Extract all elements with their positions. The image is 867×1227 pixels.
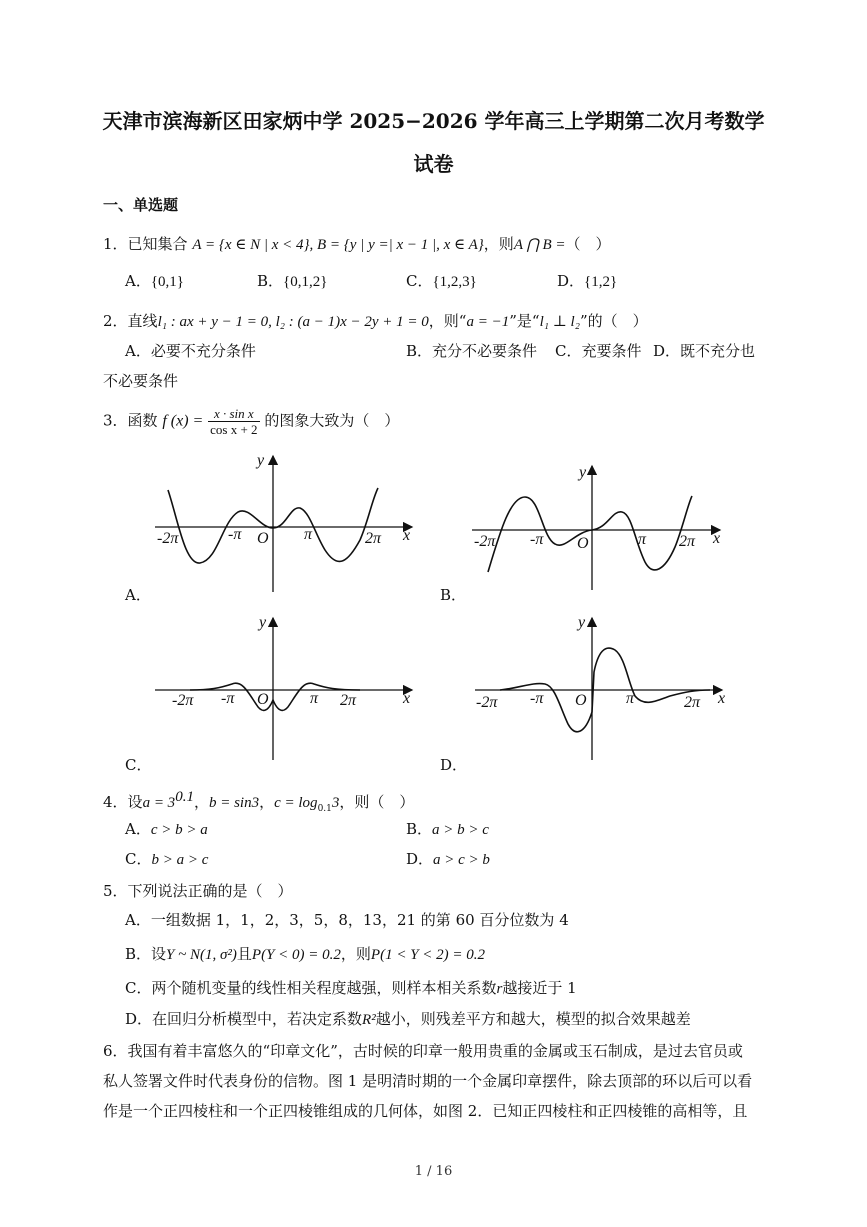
graph-d-tick-pi: π	[626, 690, 635, 707]
graph-c-tick-m2pi: -2π	[172, 692, 194, 709]
q5-option-b: B．设Y ~ N(1, σ²)且P(Y < 0) = 0.2，则P(1 < Y < 2) = 0.2	[125, 945, 486, 963]
graph-a-x-label: x	[403, 527, 411, 544]
graph-c-tick-pi: π	[310, 690, 319, 707]
graph-b-tick-2pi: 2π	[679, 533, 696, 550]
graph-c-origin: O	[257, 691, 269, 708]
question-1	[103, 233, 611, 254]
graph-a-y-label: y	[257, 452, 265, 469]
q5-option-a: A．一组数据 1，1，2，3，5，8，13，21 的第 60 百分位数为 4	[125, 911, 569, 929]
q4-option-a: A．c > b > a	[125, 820, 208, 838]
q1-paren: （ ）	[565, 235, 611, 253]
q1-number: 1．	[103, 235, 128, 253]
q1-option-c: C．{1,2,3}	[406, 272, 477, 290]
paper-title-line1: 天津市滨海新区田家炳中学 2025−2026 学年高三上学期第二次月考数学	[102, 109, 765, 133]
q1-option-a: A．{0,1}	[125, 272, 184, 290]
graph-c-y-label: y	[259, 614, 267, 631]
graph-b-tick-m2pi: -2π	[474, 533, 496, 550]
q2-option-a: A．必要不充分条件	[125, 342, 256, 360]
q4-option-d: D．a > c > b	[406, 850, 490, 868]
graph-b-x-label: x	[713, 530, 721, 547]
q1-option-b: B．{0,1,2}	[257, 272, 328, 290]
graph-d-tick-m2pi: -2π	[476, 694, 498, 711]
graph-d-tick-mpi: -π	[530, 690, 544, 707]
question-2: 2．直线l₁ : ax + y − 1 = 0, l₂ : (a − 1)x − 2y + 1 = 0，则“a = −1”是“l₁ ⊥ l₂”的（ ）	[103, 312, 648, 330]
graph-a-tick-pi: π	[304, 526, 313, 543]
graph-d-origin: O	[575, 692, 587, 709]
graph-c-x-label: x	[403, 690, 411, 707]
question-4: 4．设$a = 3^{0.1}$，b = sin3，$c = \log_{0.1}3$，则（ ）	[103, 789, 415, 814]
section-heading: 一、单选题	[103, 196, 179, 214]
q1-tail: A ⋂ B =	[513, 237, 566, 253]
graph-d	[470, 612, 730, 762]
graph-c-tick-mpi: -π	[221, 690, 235, 707]
q1-pre: 已知集合	[127, 235, 188, 253]
q3-option-c: C．	[125, 756, 152, 774]
q4-option-b: B．a > b > c	[406, 820, 489, 838]
q2-option-d: D．既不充分也	[653, 342, 756, 360]
q1-post: ，则	[483, 235, 514, 253]
graph-a-tick-mpi: -π	[228, 526, 242, 543]
graph-a-origin: O	[257, 530, 269, 547]
graph-b-tick-pi: π	[638, 531, 647, 548]
graph-a-tick-m2pi: -2π	[157, 530, 179, 547]
question-6-line3: 作是一个正四棱柱和一个正四棱锥组成的几何体，如图 2．已知正四棱柱和正四棱锥的高相等，且	[103, 1102, 748, 1120]
graph-b-origin: O	[577, 535, 589, 552]
graph-b-tick-mpi: -π	[530, 531, 544, 548]
q1-option-d: D．{1,2}	[557, 272, 618, 290]
graph-a	[150, 450, 420, 595]
graph-b-y-label: y	[579, 464, 587, 481]
q3-option-a: A．	[125, 586, 151, 604]
paper-title-line2: 试卷	[413, 152, 454, 176]
q3-fraction: $\frac{\text{x · sin x}}{\text{cos x + 2}}$	[210, 406, 258, 437]
page-number: 1 / 16	[414, 1164, 453, 1179]
graph-c	[150, 612, 420, 762]
q5-option-d: D．在回归分析模型中，若决定系数R²越小，则残差平方和越大，模型的拟合效果越差	[125, 1010, 691, 1028]
graph-d-x-label: x	[718, 690, 726, 707]
graph-a-tick-2pi: 2π	[365, 530, 382, 547]
graph-c-tick-2pi: 2π	[340, 692, 357, 709]
q1-sets: A = {x ∈ N | x < 4}, B = {y | y =| x − 1 |, x ∈ A}	[192, 237, 484, 253]
q2-option-c: C．充要条件	[555, 342, 642, 360]
q5-option-c: C．两个随机变量的线性相关程度越强，则样本相关系数r越接近于 1	[125, 979, 577, 997]
q2-lines: l₁ : ax + y − 1 = 0, l₂ : (a − 1)x − 2y + 1 = 0	[157, 314, 429, 330]
graph-d-tick-2pi: 2π	[684, 694, 701, 711]
question-5: 5．下列说法正确的是（ ）	[103, 882, 293, 900]
q4-option-c: C．b > a > c	[125, 850, 209, 868]
graph-d-y-label: y	[578, 614, 586, 631]
q2-option-b: B．充分不必要条件	[406, 342, 538, 360]
q2-option-d-cont: 不必要条件	[103, 372, 179, 390]
q3-option-d: D．	[440, 756, 468, 774]
graph-b	[470, 462, 730, 592]
question-3: 3．函数 f (x) = $\frac{\text{x · sin x}}{\text{cos x + 2}}$ 的图象大致为（ ）	[103, 406, 400, 437]
q3-option-b: B．	[440, 586, 467, 604]
question-6-line2: 私人签署文件时代表身份的信物。图 1 是明清时期的一个金属印章摆件，除去顶部的环以后可以看	[103, 1072, 753, 1090]
question-6-line1: 6．我国有着丰富悠久的“印章文化”，古时候的印章一般用贵重的金属或玉石制成，是过去官员或	[103, 1042, 743, 1060]
